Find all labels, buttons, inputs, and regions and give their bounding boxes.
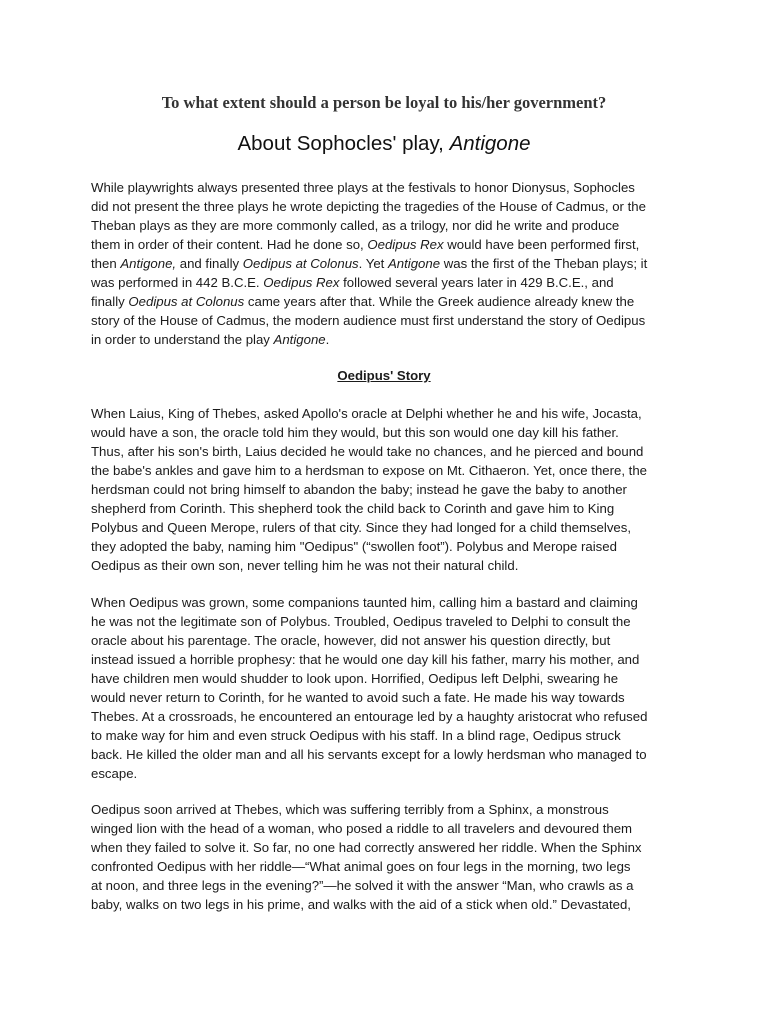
text-line	[91, 216, 685, 235]
text-line	[91, 688, 685, 707]
text-run: finally	[91, 294, 129, 309]
text-run: did not present the three plays he wrote depicting the tragedies of the House of Cadmus, or the	[91, 199, 646, 214]
text-line	[91, 235, 685, 254]
text-run: confronted Oedipus with her riddle—“What animal goes on four legs in the morning, two legs	[91, 859, 631, 874]
text-run: .	[325, 332, 330, 347]
text-run: baby, walks on two legs in his prime, and walks with the aid of a stick when old.” Devastated,	[91, 897, 631, 912]
text-run: they adopted the baby, naming him "Oedipus" (“swollen foot”). Polybus and Merope raised	[91, 539, 617, 554]
text-line	[91, 499, 685, 518]
text-run: While playwrights always presented three plays at the festivals to honor Dionysus, Sophocles	[91, 180, 635, 195]
text-line	[91, 442, 685, 461]
essay-question: To what extent should a person be loyal to his/her government?	[161, 93, 607, 112]
text-run: back. He killed the older man and all his servants except for a lowly herdsman who managed to	[91, 747, 647, 762]
text-run: them in order of their content. Had he done so,	[91, 237, 368, 252]
italic-title: Oedipus Rex	[263, 275, 340, 290]
story-paragraph-3	[91, 800, 685, 914]
story-paragraph-2	[91, 593, 685, 783]
story-paragraph-1	[91, 404, 685, 575]
title-text: About Sophocles' play,	[237, 132, 450, 155]
text-line	[91, 254, 685, 273]
text-run: shepherd from Corinth. This shepherd took the child back to Corinth and gave him to King	[91, 501, 615, 516]
text-run: would never return to Corinth, for he wanted to avoid such a fate. He made his way towards	[91, 690, 625, 705]
text-run: When Laius, King of Thebes, asked Apollo's oracle at Delphi whether he and his wife, Jocasta,	[91, 406, 642, 421]
intro-paragraph	[91, 178, 685, 349]
text-line	[91, 707, 685, 726]
text-line	[91, 764, 685, 783]
text-run: Thebes. At a crossroads, he encountered an entourage led by a haughty aristocrat who refused	[91, 709, 648, 724]
text-run: at noon, and three legs in the evening?”—he solved it with the answer “Man, who crawls as a	[91, 878, 634, 893]
text-run: Thus, after his son's birth, Laius decided he would take no chances, and he pierced and bound	[91, 444, 644, 459]
italic-title: Oedipus at Colonus	[128, 294, 245, 309]
text-line	[91, 857, 685, 876]
text-line	[91, 197, 685, 216]
text-run: the babe's ankles and gave him to a herdsman to expose on Mt. Cithaeron. Yet, once there, the	[91, 463, 648, 478]
text-run: in order to understand the play	[91, 332, 274, 347]
text-run: and finally	[176, 256, 243, 271]
text-line	[91, 612, 685, 631]
text-run: to make way for him and even struck Oedipus with his staff. In a blind rage, Oedipus struck	[91, 728, 621, 743]
text-run: instead issued a horrible prophesy: that he would one day kill his father, marry his mother, and	[91, 652, 640, 667]
text-line	[91, 423, 685, 442]
text-line	[91, 330, 685, 349]
text-run: followed several years later in 429 B.C.E., and	[339, 275, 614, 290]
text-run: was the first of the Theban plays; it	[440, 256, 648, 271]
text-line	[91, 876, 685, 895]
text-line	[91, 518, 685, 537]
text-run: when they failed to solve it. So far, no one had correctly answered her riddle. When the Sphinx	[91, 840, 642, 855]
text-line	[91, 669, 685, 688]
text-line	[91, 895, 685, 914]
text-run: then	[91, 256, 121, 271]
text-run: Oedipus as their own son, never telling him he was not their natural child.	[91, 558, 519, 573]
text-line	[91, 650, 685, 669]
text-line	[91, 726, 685, 745]
text-run: he was not the legitimate son of Polybus. Troubled, Oedipus traveled to Delphi to consult the	[91, 614, 631, 629]
text-run: story of the House of Cadmus, the modern audience must first understand the story of Oedipus	[91, 313, 646, 328]
text-run: winged lion with the head of a woman, who posed a riddle to all travelers and devoured them	[91, 821, 633, 836]
text-run: When Oedipus was grown, some companions taunted him, calling him a bastard and claiming	[91, 595, 638, 610]
italic-title: Antigone	[387, 256, 441, 271]
text-line	[91, 404, 685, 423]
text-line	[91, 593, 685, 612]
title-italic: Antigone	[449, 132, 531, 155]
text-run: came years after that. While the Greek audience already knew the	[244, 294, 635, 309]
italic-title: Oedipus Rex	[367, 237, 444, 252]
text-line	[91, 461, 685, 480]
text-line	[91, 838, 685, 857]
text-line	[91, 556, 685, 575]
section-heading: Oedipus' Story	[337, 368, 431, 383]
text-run: would have been performed first,	[443, 237, 640, 252]
italic-title: Antigone,	[120, 256, 177, 271]
text-run: escape.	[91, 766, 138, 781]
text-line	[91, 745, 685, 764]
text-run: have children men would shudder to look upon. Horrified, Oedipus left Delphi, swearing he	[91, 671, 619, 686]
text-run: oracle about his parentage. The oracle, however, did not answer his question directly, but	[91, 633, 611, 648]
text-line	[91, 480, 685, 499]
text-run: Theban plays as they are more commonly called, as a trilogy, nor did he write and produce	[91, 218, 620, 233]
text-line	[91, 819, 685, 838]
text-run: Oedipus soon arrived at Thebes, which was suffering terribly from a Sphinx, a monstrous	[91, 802, 609, 817]
text-run: herdsman could not bring himself to abandon the baby; instead he gave the baby to another	[91, 482, 627, 497]
text-run: . Yet	[358, 256, 388, 271]
text-run: Polybus and Queen Merope, rulers of that city. Since they had longed for a child themselves,	[91, 520, 632, 535]
page-title	[0, 132, 768, 156]
text-line	[91, 537, 685, 556]
text-line	[91, 631, 685, 650]
text-line	[91, 273, 685, 292]
italic-title: Oedipus at Colonus	[242, 256, 359, 271]
text-line	[91, 292, 685, 311]
text-run: was performed in 442 B.C.E.	[91, 275, 264, 290]
text-line	[91, 178, 685, 197]
text-line	[91, 800, 685, 819]
text-run: would have a son, the oracle told him they would, but this son would one day kill his father.	[91, 425, 619, 440]
text-line	[91, 311, 685, 330]
italic-title: Antigone	[273, 332, 326, 347]
